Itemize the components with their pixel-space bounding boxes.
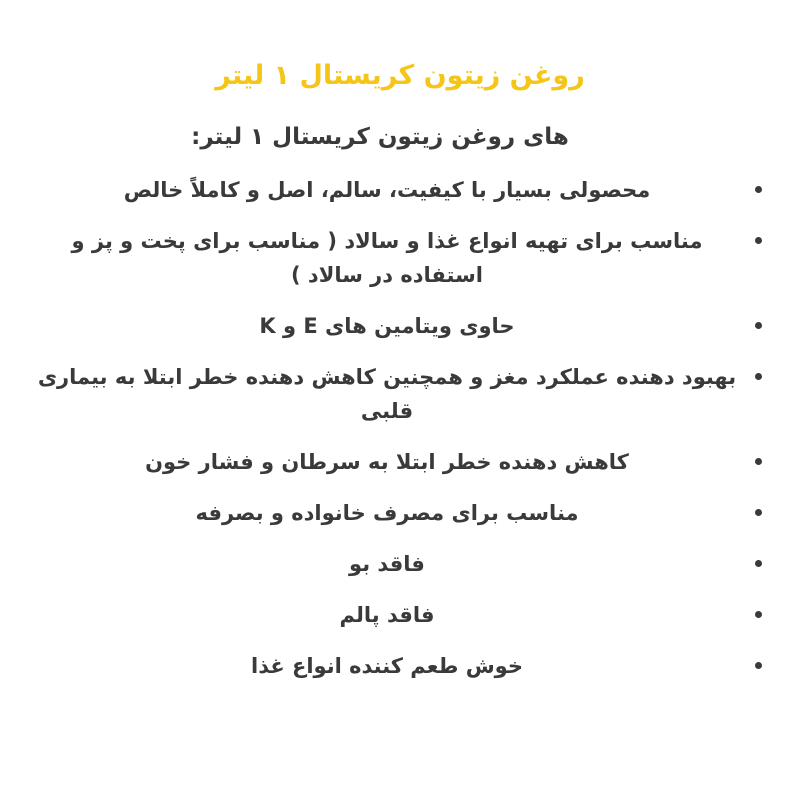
list-item-label: فاقد پالم — [339, 603, 435, 628]
list-item — [34, 309, 766, 343]
list-item-label: بهبود دهنده عملکرد مغز و همچنین کاهش دهنده خطر ابتلا به بیماری قلبی — [37, 365, 737, 424]
bullet-icon — [755, 186, 762, 193]
bullet-icon — [755, 611, 762, 618]
list-item — [34, 173, 766, 207]
list-item — [34, 445, 766, 479]
list-item-label: خوش طعم کننده انواع غذا — [251, 654, 523, 679]
bullet-icon — [755, 322, 762, 329]
list-item-label: مناسب برای مصرف خانواده و بصرفه — [195, 501, 579, 526]
list-item-label: کاهش دهنده خطر ابتلا به سرطان و فشار خون — [145, 450, 629, 475]
bullet-icon — [755, 237, 762, 244]
feature-list — [34, 173, 766, 683]
list-item — [34, 547, 766, 581]
list-item — [34, 649, 766, 683]
list-item — [34, 496, 766, 530]
bullet-icon — [755, 373, 762, 380]
bullet-icon — [755, 509, 762, 516]
bullet-icon — [755, 560, 762, 567]
list-item — [34, 360, 766, 428]
list-item-label: حاوی ویتامین های E و K — [259, 314, 515, 339]
list-item — [34, 598, 766, 632]
page-title: روغن زیتون کریستال ۱ لیتر — [215, 60, 585, 91]
list-item — [34, 224, 766, 292]
bullet-icon — [755, 458, 762, 465]
bullet-icon — [755, 662, 762, 669]
intro-text: های روغن زیتون کریستال ۱ لیتر: — [191, 124, 569, 151]
list-item-label: محصولی بسیار با کیفیت، سالم، اصل و کاملاً خالص — [123, 178, 651, 203]
list-item-label: فاقد بو — [349, 552, 425, 577]
list-item-label: مناسب برای تهیه انواع غذا و سالاد ( مناسب برای پخت و پز و استفاده در سالاد ) — [71, 229, 703, 288]
